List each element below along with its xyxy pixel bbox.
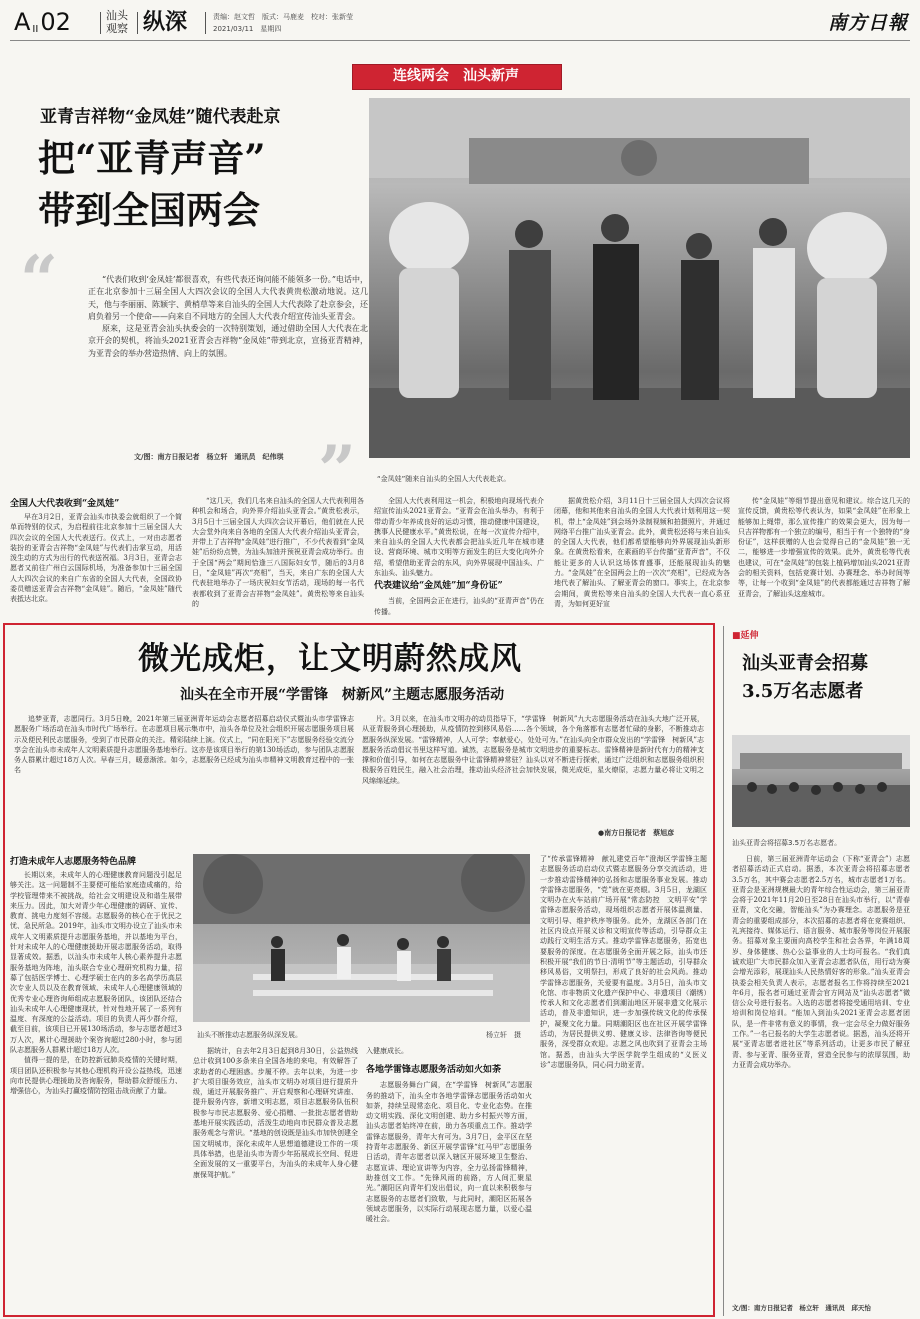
story1-kicker: 亚青吉祥物“金凤娃”随代表赴京 xyxy=(40,107,281,127)
story1-column-3 xyxy=(374,496,544,620)
story1-quote xyxy=(88,274,368,432)
story1-headline-line1: 把“亚青声音” xyxy=(38,136,266,180)
story2-intro-left xyxy=(14,714,354,816)
story1-photo xyxy=(369,98,910,458)
story2-photo xyxy=(193,854,530,1022)
open-quote-mark: “ xyxy=(20,241,58,319)
section-bottom: 观察 xyxy=(106,22,128,35)
column-text: 早在3月2日，亚青会汕头市执委会就组织了一个简单而特别的仪式，为启程前往北京参加十三届全国人大四次会议的全国人大代表送行。仪式上，一对由志愿者装扮的亚青会吉祥物“金凤娃”与代表们击掌互动，用活泼生动的方式为出行的代表送祝福。3月3日，亚青会志愿者又前往广州白云国际机场，为准备参加十三届全国人大四次会议的来自广东省的全国人大代表，全国政协委员赠送亚青会吉祥物“金凤娃”。随后，“金凤娃”随代表抵达北京。 xyxy=(10,513,182,604)
sidebar-headline-line2: 3.5万名志愿者 xyxy=(742,681,864,702)
photo-scene xyxy=(193,854,530,1022)
masthead-divider xyxy=(100,12,101,34)
story1-photo-caption: “金凤娃”随来自汕头的全国人大代表赴京。 xyxy=(377,475,511,483)
story2-subhead: 各地学雷锋志愿服务活动如火如荼 xyxy=(366,1065,502,1076)
sidebar-photo xyxy=(732,735,910,827)
section-label xyxy=(106,9,128,35)
story2-column-1 xyxy=(10,870,182,1312)
sidebar-byline: 文/图：南方日报记者 杨立轩 通讯员 邱天怡 xyxy=(732,1304,871,1312)
story1-subhead: 全国人大代表收到“金凤娃” xyxy=(10,499,120,509)
column-text: “这几天，我们几名来自汕头的全国人大代表利用各种机会和场合，向外界介绍汕头亚青会。”黄贵松表示，3月5日十三届全国人大四次会议开幕后，他们就在人民大会堂外向来自各地的全国人大代表介绍汕头亚青会，并带上了吉祥物“金凤娃”进行推广，不少代表看到“金凤娃”后纷纷点赞，为汕头加油并预祝亚青会成功举行。由于全国“两会”期间恰逢三八国际妇女节，随后的3月8日，“金凤娃”再次“亮相”，当天，来自广东的全国人大代表驻地举办了一场庆祝妇女节活动，现场的每一名代表都收到了亚青会吉祥物“金凤娃”。黄贵松等来自汕头的 xyxy=(192,497,364,608)
editor-line: 责编：赵文哲 版式：马鹿麦 校对：张新莹 xyxy=(213,13,353,21)
column-text: 值得一提的是，在防控新冠肺炎疫情的关键时期，项目团队还积极参与其他心理机构开设公益热线，迅速向市民提供心理援助及咨询服务，帮助群众舒缓压力、增强信心，为汕头打赢疫情防控阻击战贡献了力量。 xyxy=(10,1056,182,1096)
column-text: 入健康成长。 xyxy=(366,1047,408,1055)
story1-headline-line2: 带到全国两会 xyxy=(38,188,260,232)
column-text: 据黄贵松介绍，3月11日十三届全国人大四次会议将闭幕，他和其他来自汕头的全国人大代表计划利用这一契机，带上“金凤娃”到会场外录制视频和拍摄照片，并通过网络平台推广汕头亚青会。此外，黄贵松还将与来自汕头的全国人大代表，他们都希望能够向外界展现汕头新形象。在黄贵松看来，在素画的平台传播“亚青声音”，不仅能让更多的人认识这场体育盛事，还能展现汕头的魅力。“金凤娃”在全国两会上的一次次“亮相”，已经成为各地代表了解汕头、了解亚青会的窗口。事实上，在北京参会期间，黄贵松等来自汕头的全国人大代表一直心系亚青，为如何更好宣 xyxy=(554,497,730,608)
column-text: 日前，第三届亚洲青年运动会（下称“亚青会”）志愿者招募活动正式启动。据悉，本次亚青会将招募志愿者3.5万名，其中赛会志愿者2.5万名，城市志愿者1万名。亚青会是亚洲规模最大的青年综合性运动会，第三届亚青会将于2021年11月20日至28日在汕头市举行，以“青春亚青，文化交融，智能汕头”为办赛理念。志愿服务是亚青会的重要组成部分，本次招募的志愿者将在竞赛组织、礼宾接待、媒体运行、语言服务、城市服务等岗位开展服务。招募对象主要面向高校学生和社会各界，年满18周岁、身体健康、热心公益事业的人士均可报名。“我们真诚欢迎广大市民群众加入亚青会志愿者队伍，用行动为赛会增光添彩，展现汕头人民热情好客的形象。”汕头亚青会执委会相关负责人表示，志愿者报名工作将持续至2021年6月，报名者可通过亚青会官方网站及“汕头志愿者”微信公众号进行报名。入选的志愿者将接受通用培训、专业培训和岗位培训。“能加入到汕头2021亚青会志愿者团队，是一件非常有意义的事情，我一定会尽全力做好服务工作。”一名已报名的大学生志愿者说。据悉，汕头还将开展“亚青志愿者进社区”等系列活动，让更多市民了解亚青、参与亚青、服务亚青，营造全民参与的浓厚氛围，助力亚青会成功举办。 xyxy=(732,855,910,1069)
sidebar-headline-line1: 汕头亚青会招募 xyxy=(742,653,868,674)
story1-column-2 xyxy=(192,496,364,620)
paper-logo: 南方日報 xyxy=(828,12,909,34)
section-top: 汕头 xyxy=(106,9,128,22)
story2-subhead: 打造未成年人志愿服务特色品牌 xyxy=(10,857,137,867)
issue-date: 2021/03/11 星期四 xyxy=(213,25,282,33)
column-title: 纵深 xyxy=(143,9,188,35)
story2-byline: ●南方日报记者 蔡旭彦 xyxy=(598,829,675,837)
quote-paragraph: 原来，这是亚青会汕头执委会的一次特别策划，通过借助全国人大代表在北京开会的契机，将汕头2021亚青会吉祥物“金凤娃”带到北京，宣扬亚青精神，为亚青会的举办营造热情、向上的氛围。 xyxy=(88,324,368,358)
sidebar-body xyxy=(732,854,910,1294)
quote-paragraph: “代表们收到‘金凤娃’都很喜欢，有些代表还询问能不能领多一份。”电话中，正在北京参加十三届全国人大四次会议的全国人大代表黄贵松激动地说。这几天，他与李丽丽、陈颖宇、黄梢草等来自汕头的全国人大代表除了赴京参会，还肩负着另一个使命——向来自不同地方的全国人大代表介绍宣传汕头亚青会。 xyxy=(88,275,368,321)
story1-byline: 文/图：南方日报记者 杨立轩 通讯员 纪伟琪 xyxy=(134,453,284,461)
close-quote-mark: ” xyxy=(318,431,356,509)
story2-photo-credit: 杨立轩 摄 xyxy=(486,1031,521,1039)
story1-column-4 xyxy=(554,496,730,620)
story1-column-5 xyxy=(738,496,910,620)
column-text: 了“传承雷锋精神 献礼建党百年”澄海区学雷锋主题志愿服务活动启动仪式暨志愿服务分享交流活动，进一步推动雷锋精神的弘扬和志愿服务事业发展。推动学雷锋志愿服务，“党”就在更亮眼。3月5日，龙湖区文明办在火车站前广场开展“常态防控 文明平安”学雷锋志愿服务活动，现场组织志愿者开展体温测量、文明引导、维护秩序等服务。此外，龙湖区各部门在社区内设点开展义诊和文明宣传等活动，引导群众主动践行文明生活方式。推动学雷锋志愿服务，拓宽也要服务的深度。在志愿服务全面开展之际，汕头市还积极开展“我们的节日·清明节”等主题活动，引导群众移风易俗，文明祭扫，形成了良好的社会风尚。推动学雷锋志愿服务，关爱要有温度。3月5日，汕头市文化馆、市非物质文化遗产保护中心、非遗项目（潮绣）传承人和文化志愿者们到潮汕地区开展非遗文化展示活动，普及非遗知识，进一步加强传统文化的传承保护，凝聚文化力量。同期潮阳区也在社区开展学雷锋活动，为居民提供义剪、健康义诊、法律咨询等便民服务，深受群众欢迎。志愿之风也吹到了亚青会主场馆。据悉，由汕头大学医学院学生组成的“义医义诊”志愿服务队，同心同力助亚青。 xyxy=(540,855,707,1069)
column-text: 长期以来，未成年人的心理健康教育问题没引起足够关注。这一问题制不主要便可能给家庭造成痛的，给学校管理带来不被挑战，给社会文明建设及和谐生展带来压力。因此，加大对青少年心理健康的调研、宣传、教育、挑电力度刻不容缓。志愿服务的核心在于优民之忧、急民所急。2019年，汕头市文明办设立了汕头市未成年人文明素质提升志愿服务基地，并以基地为平台，针对未成年人的心理健康援助开展志愿服务活动，取得显著成效。据悉，以汕头市未成年人核心素养提升志愿服务基地为阵地，汕头联合专业心理研究机构力量，招募了包括医学博士、心理学硕士在内的多名高学历高层次专业人员以及在教育领域、未成年人心理健康领域的优秀专业心理咨询师组成志愿服务团队，该团队还结合汕头未成年人心理健康现状，针对性地开展了一系列有温度、有深度的公益活动。项目的负责人再少群介绍，截至目前，该项目已开展130场活动，参与志愿者超过3万人次，累计心理援助个案咨询超过280小时，参与团队志愿服务人群累计超过18万人次。 xyxy=(10,871,182,1055)
story1-column-1 xyxy=(10,512,182,620)
page-num: 02 xyxy=(40,8,71,36)
masthead xyxy=(0,0,920,42)
column-text: 志愿服务舞台广阔，在“学雷锋 树新风”志愿服务的推动下，汕头全市各地学雷锋志愿服务活动如火如荼，持续呈现常态化、项目化、专业化态势。在推动文明实践、深化文明创建、助力乡村振兴等方面，汕头志愿者始终冲在前，助力各项重点工作。推动学雷锋志愿服务，青年大有可为。3月7日，金平区在坚持青年志愿服务、新区开展学雷锋“红马甲”志愿服务日活动，青年志愿者以深入辖区开展环境卫生整治、志愿宣讲、理论宣讲等为内容，全力弘扬雷锋精神，助推创文工作。“先锋风雨的前路，方人间汇聚星光。”潮阳区向青年们发出倡议，向一直以来积极参与志愿服务的志愿者们致敬，与此同时，潮阳区拓展各领域志愿服务，以实际行动展现志愿力量，以爱心温暖社会。 xyxy=(366,1081,532,1224)
story1-subhead: 代表建议给“金凤娃”加“身份证” xyxy=(374,581,503,592)
column-text: 传“金凤娃”等细节提出意见和建议。综合这几天的宣传反馈，黄贵松等代表认为，如果“金凤娃”在形象上能够加上绳带，那么宣传推广的效果会更大，因为每一只吉祥物都有一个独立的编号，相当于有一个独特的“身份证”，这样获赠的人也会觉得自己的“金凤娃”独一无二，能够进一步增强宣传的效果。此外，黄贵松等代表也建议，可在“金凤娃”的包装上植码增加汕头2021亚青会的相关资料，包括竞赛计划、办赛理念、举办时间等等，让每一个收到“金凤娃”的代表都能通过吉祥物了解亚青会，了解汕头这座城市。 xyxy=(738,497,910,598)
sidebar-photo-caption: 汕头亚青会将招募3.5万名志愿者。 xyxy=(732,839,842,847)
sidebar-divider xyxy=(723,626,724,1316)
column-text: 全国人大代表利用这一机会，积极地向现场代表介绍宣传汕头2021亚青会。“亚青会在汕头举办，有利于带动青少年养成良好的运动习惯，推动健康中国建设，携事人民健康水平。”黄贵松说，在每一次宣传介绍中，来自汕头的全国人大代表都会把汕头近几年在城市建设、营商环境、城市文明等方面发生的巨大变化向外介绍，希望借助亚青会的东风，向外界展现中国汕头、广东汕头、汕头魅力。 xyxy=(374,497,544,578)
page-sub: II xyxy=(32,24,39,35)
masthead-divider xyxy=(137,12,138,34)
story2-intro-right xyxy=(362,714,704,810)
page-number xyxy=(14,8,71,44)
column-text: 当前，全国两会正在进行，汕头的“亚青声音”仍在传播。 xyxy=(374,597,544,616)
photo-scene xyxy=(732,735,910,827)
masthead-rule xyxy=(10,40,910,41)
photo-scene xyxy=(369,98,910,458)
story2-photo-caption: 汕头不断推动志愿服务纵深发展。 xyxy=(197,1031,302,1039)
banner-text: 连线两会 汕头新声 xyxy=(393,68,519,84)
column-text: 据统计，自去年2月3日起到8月30日，公益热线总计收到100多条来自全国各地的来电，有效解答了求助者的心理困惑。步履不停。去年以来，为进一步扩大项目服务效应，汕头市文明办对项目进行提质升级，通过开展服务推广、开启观察和心理研究讲座、提升服务内容，新增文明志愿，项目志愿服务队伍积极参与市民志愿服务、爱心捐赠、一批批志愿者借助基地开展实践活动，活泼生动地向市民群众普及志愿服务观念与常识。“基地的创设既是汕头市加快创建全国文明城市，深化未成年人思想道德建设工作的一项具体举措，也是汕头市为青少年拓展成长空间、促进全面发展的又一重要平台，为汕头的未成年人身心健康保驾护航。” xyxy=(193,1047,358,1179)
story2-column-3 xyxy=(366,1046,532,1312)
story2-column-4 xyxy=(540,854,707,1312)
column-text: 片。3月以来，在汕头市文明办的动员指导下，“学雷锋 树新风”九大志愿服务活动在汕头大地广泛开展，从亚青服务到心理援助，从疫情防控到移风易俗……各个领域，各个角落都有志愿者忙碌的身影，不断推动志愿服务纵深发展。“雷锋精神，人人可学；奉献爱心，处处可为。”在汕头向全市群众发出的“学雷锋 树新风”志愿服务活动倡议书里这样写道。诚然，志愿服务是城市文明进步的重要标志。雷锋精神是新时代有力的精神支撑和价值引导，如何在志愿服务中让雷锋精神常驻？汕头以对不断进行探索，通过广泛组织和志愿服务组织积极服务百姓民生，融入社会治理，推动汕头经济社会加快发展，微光成炬，星火燎原，志愿力量必将让文明之风绵绵延续。 xyxy=(362,715,704,785)
masthead-divider xyxy=(205,12,206,34)
sidebar-tag: ■延伸 xyxy=(732,631,759,641)
page-code: A xyxy=(14,8,31,36)
column-text: 追梦亚青，志愿同行。3月5日晚，2021年第三届亚洲青年运动会志愿者招募启动仪式暨汕头市学雷锋志愿服务广场活动在汕头市时代广场举行。在志愿项目展示集市中，汕头各单位及社会组织开展志愿服务项目展示及便民利民志愿服务，受到了市民群众的关注。精彩陆续上演。仪式上，“同在阳光下”志愿服务经验交流分享会在汕头市未成年人文明素质提升志愿服务基地举行。这亦是该项目举行的第130场活动，参与团队志愿服务人群累计超过18万人次。早春三月，暖意渐浓。如今，志愿服务已经成为汕头市精神文明教育过程中的一张名 xyxy=(14,715,354,775)
story2-headline: 微光成炬，让文明蔚然成风 xyxy=(138,641,522,677)
story2-subheadline: 汕头在全市开展“学雷锋 树新风”主题志愿服务活动 xyxy=(180,687,505,703)
story2-column-2 xyxy=(193,1046,358,1312)
